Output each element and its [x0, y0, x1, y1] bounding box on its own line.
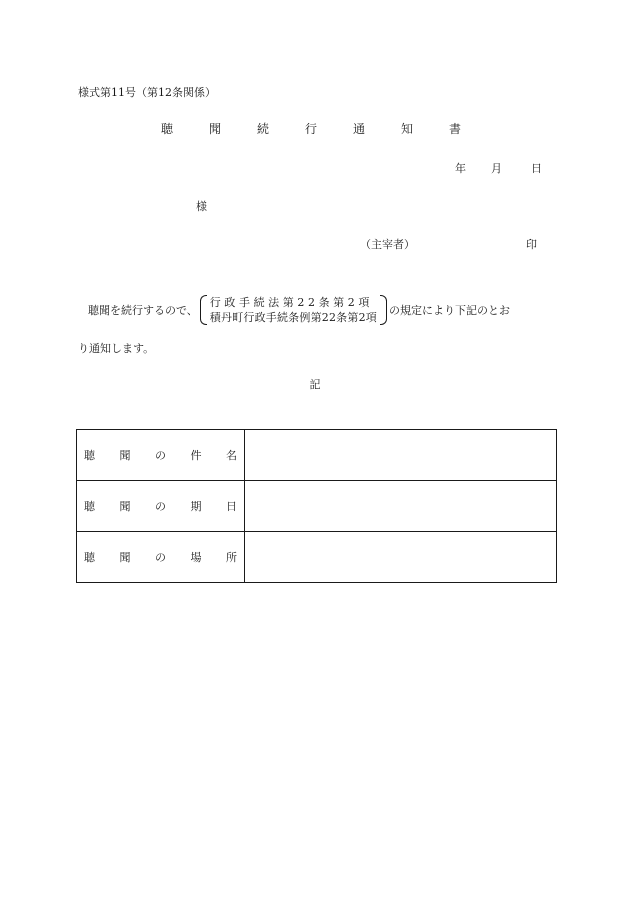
date-year-label: 年 [455, 162, 466, 175]
presider-label: （主宰者） [360, 238, 415, 251]
label-char: の [155, 449, 166, 462]
date-month-label: 月 [491, 162, 502, 175]
addressee-suffix: 様 [196, 200, 207, 213]
ki-label: 記 [309, 378, 321, 391]
date-day-label: 日 [531, 162, 542, 175]
label-char: 件 [190, 449, 202, 462]
label-char: 聴 [84, 449, 95, 462]
label-char: 期 [190, 500, 202, 513]
value-hearing-date[interactable] [245, 481, 557, 532]
table-row [77, 430, 557, 481]
label-char: の [155, 500, 166, 513]
label-char: 所 [226, 551, 237, 564]
label-char: 聞 [119, 449, 131, 462]
row-label-hearing-title [77, 430, 245, 481]
law-option-national: 行政手続法第22条第2項 [209, 296, 373, 309]
label-char: 聴 [84, 551, 95, 564]
law-option-municipal: 積丹町行政手続条例第22条第2項 [209, 311, 377, 324]
label-char: 場 [190, 551, 202, 564]
date-line [455, 160, 542, 176]
form-number: 様式第11号（第12条関係） [78, 86, 216, 99]
value-hearing-place[interactable] [245, 532, 557, 583]
seal-label: 印 [526, 238, 537, 251]
row-label-hearing-place [77, 532, 245, 583]
label-char: 名 [226, 449, 237, 462]
body-prefix: 聴聞を続行するので、 [88, 304, 198, 317]
label-char: の [155, 551, 166, 564]
law-options [207, 295, 380, 325]
hearing-info-table [76, 429, 557, 583]
label-char: 聞 [119, 500, 131, 513]
table-row [77, 532, 557, 583]
left-brace [200, 295, 207, 325]
value-hearing-title[interactable] [245, 430, 557, 481]
law-options-brace [200, 295, 387, 325]
label-char: 聴 [84, 500, 95, 513]
label-char: 日 [226, 500, 237, 513]
body-suffix: の規定により下記のとお [388, 304, 510, 317]
right-brace [380, 295, 387, 325]
label-char: 聞 [119, 551, 131, 564]
body-paragraph-continuation: り通知します。 [78, 342, 155, 355]
document-title: 聴 聞 続 行 通 知 書 [160, 122, 473, 136]
row-label-hearing-date [77, 481, 245, 532]
body-paragraph-first-line [88, 295, 510, 325]
table-row [77, 481, 557, 532]
